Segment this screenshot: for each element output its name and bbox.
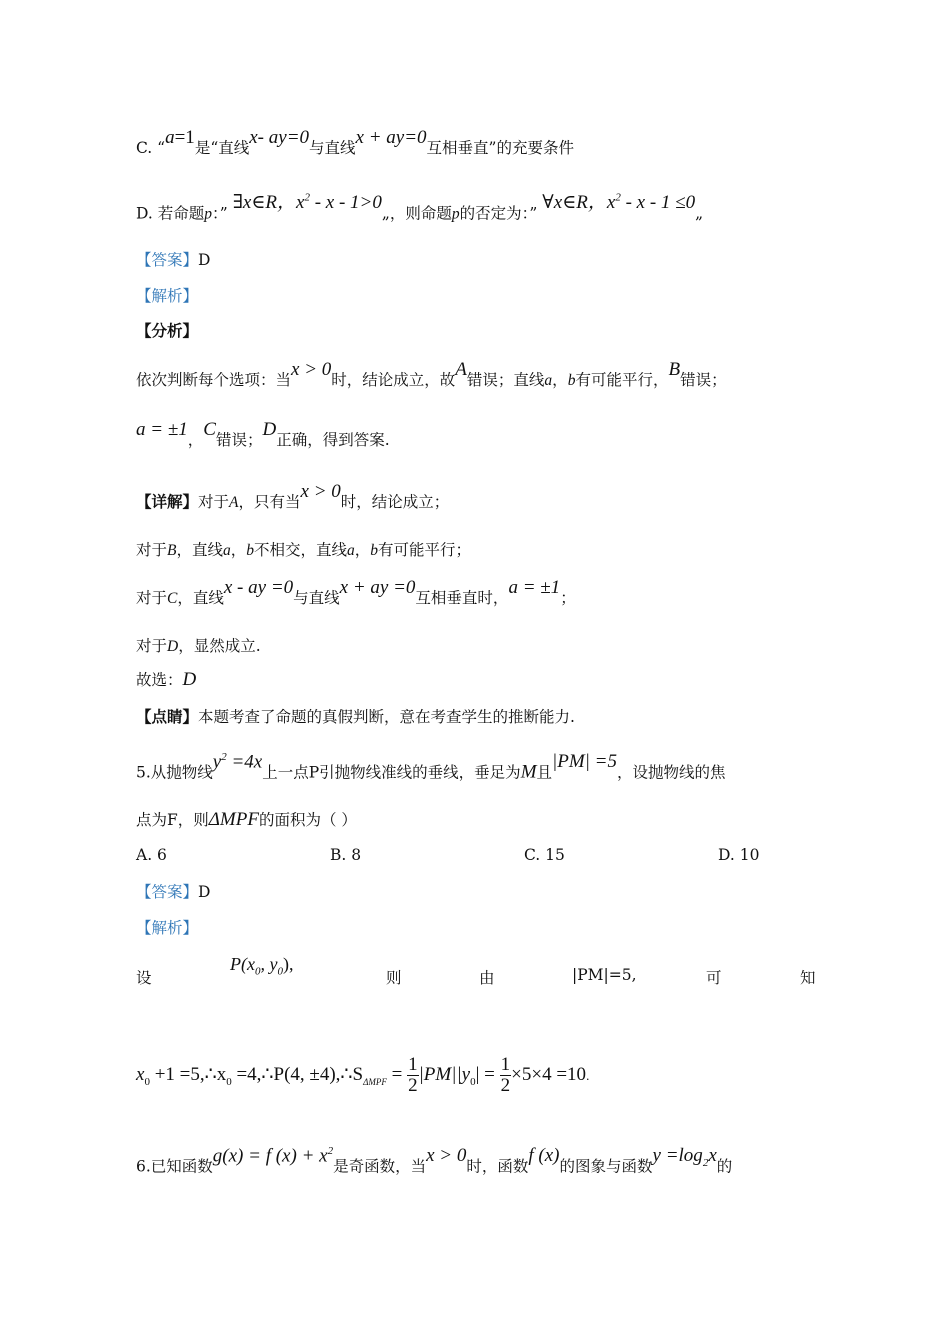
- choose-line: 故选：D: [136, 669, 197, 690]
- sol-zhi: 知: [800, 969, 816, 987]
- option-c: C. “a=1是“直线x- ay=0与直线x + ay=0互相垂直”的充要条件: [136, 127, 574, 157]
- answer-label: 【答案】D: [136, 251, 211, 269]
- detail-line-1: 【详解】对于A，只有当x > 0时，结论成立；: [136, 481, 450, 511]
- q5-answer-label: 【答案】D: [136, 883, 211, 901]
- sol-point: $P(x_0$, $y_0$),: [230, 954, 294, 978]
- fenxi-line-1: 依次判断每个选项：当x > 0时，结论成立，故A错误；直线a，b有可能平行，B错误；: [136, 359, 727, 389]
- q5-line-1: 5.从抛物线$y^2 =4x$上一点P引抛物线准线的垂线，垂足为M且|PM| =5，设抛物线的焦: [136, 751, 726, 783]
- sol-she: 设: [136, 969, 152, 987]
- option-d: D. 若命题p：” ∃x∈R，$x^2$ - x - 1>0„，则命题p的否定为：” ∀x∈R，$x^2$ - x - 1 ≤0„: [136, 192, 704, 223]
- q5-analysis-label: 【解析】: [136, 919, 199, 937]
- q5-line-2: 点为F，则ΔMPF的面积为（ ）: [136, 809, 357, 830]
- detail-line-4: 对于D，显然成立.: [136, 637, 261, 655]
- fraction-half-2: $\frac{1}{2}$: [500, 1054, 511, 1097]
- sol-you: 由: [479, 969, 495, 987]
- comment-line: 【点睛】本题考查了命题的真假判断，意在考查学生的推断能力.: [136, 707, 575, 726]
- fraction-half-1: $\frac{1}{2}$: [408, 1054, 418, 1097]
- q6-line-1: 6.已知函数g(x) = f $(x) + x^2$是奇函数，当x > 0时，函数f (x)的图象与函数$y =\log_2x$的: [136, 1145, 733, 1176]
- q5-option-c: C. 15: [524, 846, 565, 864]
- sol-ze: 则: [386, 969, 402, 987]
- analysis-label: 【解析】: [136, 287, 199, 305]
- q5-option-d: D. 10: [718, 846, 760, 864]
- fenxi-label: 【分析】: [136, 321, 199, 340]
- sol-ke: 可: [706, 969, 722, 987]
- detail-line-2: 对于B，直线a，b不相交，直线a，b有可能平行；: [136, 541, 472, 559]
- q5-option-b: B. 8: [330, 846, 362, 864]
- detail-line-3: 对于C，直线x - ay =0与直线x + ay =0互相垂直时，a = ±1；: [136, 577, 576, 607]
- sol-pm: |PM|=5,: [572, 966, 637, 984]
- sol-equation: $x_0 +1$ $=5,\therefore x_0$ =4,∴P(4, $\pm 4),\therefore S_{\Delta MPF}$ = $\frac{1}{2}$ $|PM||y_0|$ = $\frac{1}{2}$ ×5×4 =10.: [136, 1054, 590, 1097]
- q5-option-a: A. 6: [136, 846, 167, 864]
- fenxi-line-2: a = ±1，C错误；D正确，得到答案.: [136, 419, 390, 449]
